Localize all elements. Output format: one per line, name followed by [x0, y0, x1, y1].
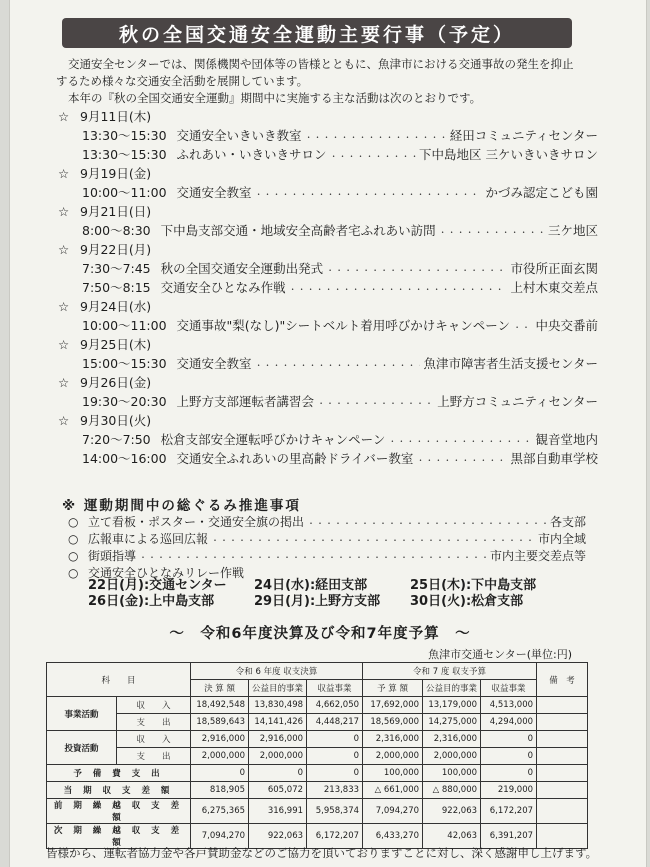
- event-place: 上村木東交差点: [510, 280, 598, 295]
- schedule-date-row: [58, 373, 598, 392]
- dot-leader: [317, 392, 434, 411]
- table-cell: 4,448,217: [307, 714, 363, 731]
- row-item: 支 出: [117, 714, 191, 731]
- event-schedule: [58, 107, 598, 468]
- row-group: 事業活動: [47, 697, 117, 731]
- relay-cell: 24日(水):経田支部: [254, 578, 368, 593]
- relay-cell: 26日(金):上中島支部: [88, 594, 215, 609]
- dot-leader: [416, 449, 507, 468]
- table-row: [47, 799, 588, 824]
- notes-list: [68, 514, 586, 582]
- row-label: 前 期 繰 越 収 支 差 額: [47, 799, 191, 824]
- table-cell: 6,172,207: [307, 824, 363, 849]
- note-responsible: 各支部: [549, 515, 586, 529]
- event-time: 19:30～20:30: [82, 394, 167, 409]
- intro-line-3: 本年の『秋の全国交通安全運動』期間中に実施する主な活動は次のとおりです。: [68, 91, 482, 105]
- row-item: 支 出: [117, 748, 191, 765]
- event-name: 交通安全ひとなみ作戦: [160, 280, 286, 295]
- table-row: [47, 714, 588, 731]
- dot-leader: [307, 514, 547, 531]
- note-item: [68, 548, 586, 565]
- dot-leader: [513, 316, 532, 335]
- table-cell: 0: [481, 748, 537, 765]
- circle-bullet-icon: ○: [68, 515, 79, 529]
- schedule-date: 9月22日(月): [80, 242, 152, 257]
- footer-thanks: 皆様から、運転者協力金や各戸賛助金などのご協力を頂いておりますことに対し、深く感謝申し上げます。: [46, 846, 598, 860]
- table-cell: △ 661,000: [363, 782, 423, 799]
- note-text: 街頭指導: [88, 549, 137, 563]
- table-cell: 7,094,270: [363, 799, 423, 824]
- event-name: 上野方支部運転者講習会: [176, 394, 315, 409]
- table-cell: 219,000: [481, 782, 537, 799]
- schedule-event-row: [58, 145, 598, 164]
- schedule-event-row: [58, 259, 598, 278]
- table-cell: 17,692,000: [363, 697, 423, 714]
- table-cell: 0: [307, 765, 363, 782]
- dot-leader: [255, 354, 421, 373]
- table-cell: 2,000,000: [191, 748, 249, 765]
- circle-bullet-icon: ○: [68, 549, 79, 563]
- note-responsible: 市内全域: [537, 532, 586, 546]
- table-cell: 316,991: [249, 799, 307, 824]
- event-place: 三ケ地区: [547, 223, 598, 238]
- relay-cell: 30日(火):松倉支部: [410, 594, 524, 609]
- table-cell: 6,391,207: [481, 824, 537, 849]
- dot-leader: [289, 278, 508, 297]
- event-place: 経田コミュニティセンター: [449, 128, 598, 143]
- table-row: [47, 765, 588, 782]
- dot-leader: [255, 183, 483, 202]
- note-text: 広報車による巡回広報: [88, 532, 209, 546]
- row-label: 次 期 繰 越 収 支 差 額: [47, 824, 191, 849]
- event-place: 観音堂地内: [535, 432, 598, 447]
- event-time: 10:00～11:00: [82, 185, 167, 200]
- table-cell: 2,000,000: [423, 748, 481, 765]
- schedule-date: 9月19日(金): [80, 166, 152, 181]
- intro-line-2: するため様々な交通安全活動を展開しています。: [56, 74, 309, 88]
- table-cell: 13,179,000: [423, 697, 481, 714]
- schedule-event-row: [58, 354, 598, 373]
- event-time: 10:00～11:00: [82, 318, 167, 333]
- document-title: 秋の全国交通安全運動主要行事（予定）: [62, 18, 572, 48]
- event-name: ふれあい・いきいきサロン: [176, 147, 327, 162]
- notes-heading: ※ 運動期間中の総ぐるみ推進事項: [62, 498, 301, 514]
- relay-row-2: [88, 590, 588, 609]
- table-cell: 42,063: [423, 824, 481, 849]
- budget-title: ～ 令和6年度決算及び令和7年度予算 ～: [169, 626, 471, 642]
- table-header-fy6: 令和 6 年度 収支決算: [191, 663, 363, 680]
- schedule-date: 9月25日(木): [80, 337, 152, 352]
- intro-line-1: 交通安全センターでは、関係機関や団体等の皆様とともに、魚津市における交通事故の発生を抑止: [68, 57, 574, 71]
- table-cell: 922,063: [423, 799, 481, 824]
- table-cell: 2,316,000: [363, 731, 423, 748]
- schedule-date: 9月24日(水): [80, 299, 152, 314]
- star-icon: ☆: [58, 109, 70, 124]
- star-icon: ☆: [58, 413, 70, 428]
- event-name: 交通事故"梨(なし)"シートベルト着用呼びかけキャンペーン: [176, 318, 511, 333]
- row-item: 収 入: [117, 697, 191, 714]
- schedule-date-row: [58, 297, 598, 316]
- event-time: 7:30～7:45: [82, 261, 151, 276]
- table-cell: 4,294,000: [481, 714, 537, 731]
- event-name: 交通安全教室: [176, 356, 252, 371]
- star-icon: ☆: [58, 337, 70, 352]
- row-group: 投資活動: [47, 731, 117, 765]
- schedule-event-row: [58, 392, 598, 411]
- dot-leader: [439, 221, 545, 240]
- circle-bullet-icon: ○: [68, 566, 79, 580]
- star-icon: ☆: [58, 166, 70, 181]
- table-row: [47, 731, 588, 748]
- event-name: 秋の全国交通安全運動出発式: [160, 261, 324, 276]
- event-place: 黒部自動車学校: [510, 451, 598, 466]
- remarks-cell: [537, 714, 588, 731]
- table-cell: 14,141,426: [249, 714, 307, 731]
- event-name: 交通安全いきいき教室: [176, 128, 302, 143]
- table-cell: △ 880,000: [423, 782, 481, 799]
- schedule-date-row: [58, 107, 598, 126]
- event-place: かづみ認定こども園: [485, 185, 598, 200]
- schedule-date-row: [58, 411, 598, 430]
- note-item: [68, 514, 586, 531]
- circle-bullet-icon: ○: [68, 532, 79, 546]
- star-icon: ☆: [58, 299, 70, 314]
- table-cell: 4,513,000: [481, 697, 537, 714]
- row-label: 当 期 収 支 差 額: [47, 782, 191, 799]
- schedule-event-row: [58, 221, 598, 240]
- table-cell: 2,000,000: [249, 748, 307, 765]
- table-subheader: 公益目的事業: [423, 680, 481, 697]
- table-cell: 0: [481, 765, 537, 782]
- schedule-date: 9月21日(日): [80, 204, 152, 219]
- remarks-cell: [537, 782, 588, 799]
- table-header-remarks: 備 考: [537, 663, 588, 697]
- table-cell: 2,000,000: [363, 748, 423, 765]
- table-header-fy7: 令和 7 度 収支予算: [363, 663, 537, 680]
- table-row: [47, 697, 588, 714]
- event-time: 13:30～15:30: [82, 147, 167, 162]
- table-cell: 6,275,365: [191, 799, 249, 824]
- table-subheader: 公益目的事業: [249, 680, 307, 697]
- table-row: [47, 782, 588, 799]
- table-cell: 6,433,270: [363, 824, 423, 849]
- table-subheader: 決 算 額: [191, 680, 249, 697]
- remarks-cell: [537, 748, 588, 765]
- unit-note: 魚津市交通センター(単位:円): [428, 648, 572, 661]
- table-cell: 922,063: [249, 824, 307, 849]
- table-cell: 0: [191, 765, 249, 782]
- budget-table-body: [47, 697, 588, 849]
- event-time: 7:20～7:50: [82, 432, 151, 447]
- schedule-date-row: [58, 335, 598, 354]
- table-subheader: 予 算 額: [363, 680, 423, 697]
- schedule-date-row: [58, 202, 598, 221]
- remarks-cell: [537, 799, 588, 824]
- table-cell: 605,072: [249, 782, 307, 799]
- event-time: 15:00～15:30: [82, 356, 167, 371]
- event-place: 中央交番前: [535, 318, 598, 333]
- table-row: [47, 748, 588, 765]
- dot-leader: [139, 548, 487, 565]
- table-cell: 13,830,498: [249, 697, 307, 714]
- schedule-date: 9月26日(金): [80, 375, 152, 390]
- budget-table: [46, 662, 588, 849]
- event-time: 7:50～8:15: [82, 280, 151, 295]
- event-name: 下中島支部交通・地域安全高齢者宅ふれあい訪問: [160, 223, 436, 238]
- table-cell: 4,662,050: [307, 697, 363, 714]
- table-cell: 2,316,000: [423, 731, 481, 748]
- table-cell: 0: [307, 731, 363, 748]
- event-time: 14:00～16:00: [82, 451, 167, 466]
- table-header-subject: 科 目: [47, 663, 191, 697]
- table-cell: 7,094,270: [191, 824, 249, 849]
- event-name: 松倉支部安全運転呼びかけキャンペーン: [160, 432, 386, 447]
- remarks-cell: [537, 765, 588, 782]
- schedule-event-row: [58, 278, 598, 297]
- table-cell: 2,916,000: [191, 731, 249, 748]
- table-cell: 6,172,207: [481, 799, 537, 824]
- event-time: 8:00～8:30: [82, 223, 151, 238]
- star-icon: ☆: [58, 242, 70, 257]
- relay-cell: 22日(月):交通センター: [88, 578, 227, 593]
- relay-cell: 25日(木):下中島支部: [410, 578, 537, 593]
- dot-leader: [330, 145, 416, 164]
- event-place: 市役所正面玄関: [510, 261, 598, 276]
- table-cell: 818,905: [191, 782, 249, 799]
- table-cell: 18,589,643: [191, 714, 249, 731]
- note-item: [68, 531, 586, 548]
- schedule-event-row: [58, 430, 598, 449]
- schedule-event-row: [58, 183, 598, 202]
- table-cell: 0: [307, 748, 363, 765]
- table-cell: 213,833: [307, 782, 363, 799]
- table-cell: 18,569,000: [363, 714, 423, 731]
- table-cell: 5,958,374: [307, 799, 363, 824]
- note-responsible: 市内主要交差点等: [489, 549, 586, 563]
- document-page: [10, 0, 646, 867]
- schedule-date-row: [58, 164, 598, 183]
- remarks-cell: [537, 697, 588, 714]
- table-subheader: 収益事業: [307, 680, 363, 697]
- note-text: 立て看板・ポスター・交通安全旗の掲出: [88, 515, 305, 529]
- schedule-date: 9月30日(火): [80, 413, 152, 428]
- table-cell: 0: [481, 731, 537, 748]
- table-cell: 14,275,000: [423, 714, 481, 731]
- event-place: 魚津市障害者生活支援センター: [423, 356, 598, 371]
- dot-leader: [388, 430, 532, 449]
- event-name: 交通安全ふれあいの里高齢ドライバー教室: [176, 451, 414, 466]
- dot-leader: [305, 126, 447, 145]
- schedule-event-row: [58, 449, 598, 468]
- row-item: 収 入: [117, 731, 191, 748]
- relay-cell: 29日(月):上野方支部: [254, 594, 381, 609]
- dot-leader: [211, 531, 535, 548]
- table-cell: 100,000: [423, 765, 481, 782]
- event-place: 下中島地区 三ケいきいきサロン: [419, 147, 598, 162]
- dot-leader: [326, 259, 507, 278]
- star-icon: ☆: [58, 375, 70, 390]
- schedule-event-row: [58, 316, 598, 335]
- star-icon: ☆: [58, 204, 70, 219]
- table-subheader: 収益事業: [481, 680, 537, 697]
- table-cell: 100,000: [363, 765, 423, 782]
- event-name: 交通安全教室: [176, 185, 252, 200]
- schedule-event-row: [58, 126, 598, 145]
- note-text: 交通安全ひとなみリレー作戦: [88, 566, 245, 580]
- table-cell: 2,916,000: [249, 731, 307, 748]
- remarks-cell: [537, 731, 588, 748]
- table-cell: 0: [249, 765, 307, 782]
- event-place: 上野方コミュニティセンター: [437, 394, 598, 409]
- schedule-date: 9月11日(木): [80, 109, 152, 124]
- row-label: 予 備 費 支 出: [47, 765, 191, 782]
- event-time: 13:30～15:30: [82, 128, 167, 143]
- schedule-date-row: [58, 240, 598, 259]
- intro-text: [56, 56, 596, 107]
- table-cell: 18,492,548: [191, 697, 249, 714]
